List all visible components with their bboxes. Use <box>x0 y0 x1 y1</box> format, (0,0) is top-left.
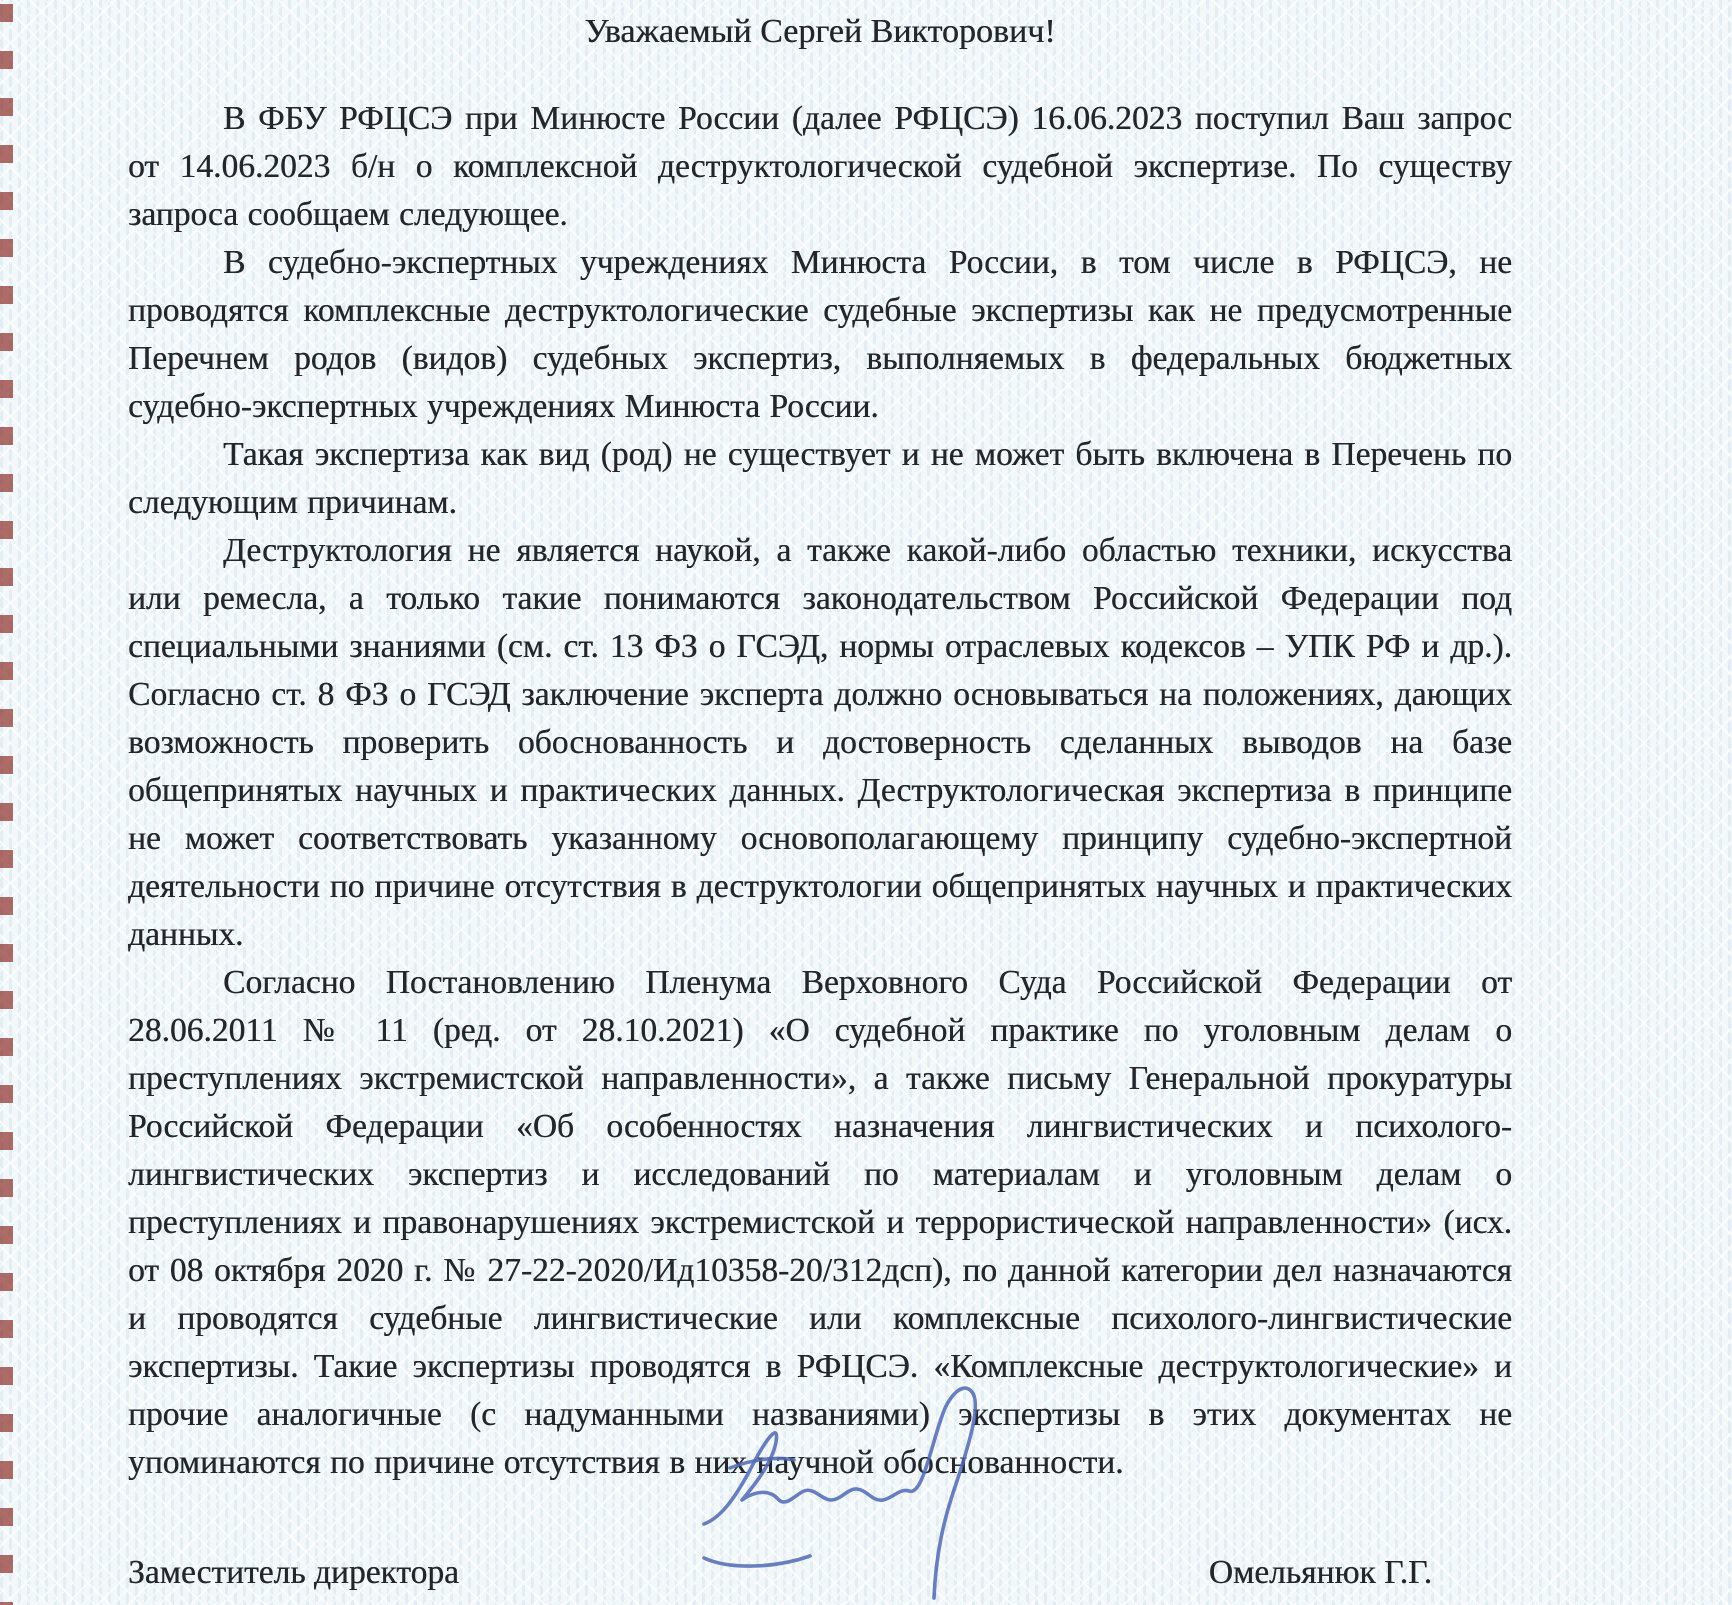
signature-block <box>128 1549 1512 1597</box>
letter-content <box>128 0 1512 1597</box>
letter-body <box>128 95 1512 1487</box>
scan-edge-marks <box>0 4 13 1605</box>
paragraph-intro: В ФБУ РФЦСЭ при Минюсте России (далее РФЦСЭ) 16.06.2023 поступил Ваш запрос от 14.06.2023 б/н о комплексной деструктологической судебной экспертизе. По существу запроса сообщаем следующее. <box>128 100 1512 233</box>
signer-name: Омельянюк Г.Г. <box>1208 1554 1432 1591</box>
salutation-line: Уважаемый Сергей Викторович! <box>584 13 1056 50</box>
paragraph-not-science: Деструктология не является наукой, а также какой-либо областью техники, искусства или ремесла, а только такие понимаются законодательством Российской Федерации под специальными знаниями (см. ст. 13 ФЗ о ГСЭД, нормы отраслевых кодексов – УПК РФ и др.). Согласно ст. 8 ФЗ о ГСЭД заключение эксперта должно основываться на положениях, дающих возможность проверить обоснованность и достоверность сделанных выводов на базе общепринятых научных и практических данных. Деструктологическая экспертиза в принципе не может соответствовать указанному основополагающему принципу судебно-экспертной деятельности по причине отсутствия в деструктологии общепринятых научных и практических данных. <box>128 532 1512 953</box>
paragraph-not-a-kind: Такая экспертиза как вид (род) не существует и не может быть включена в Перечень по следующим причинам. <box>128 436 1512 521</box>
paragraph-no-expertise: В судебно-экспертных учреждениях Минюста России, в том числе в РФЦСЭ, не проводятся комплексные деструктологические судебные экспертизы как не предусмотренные Перечнем родов (видов) судебных экспертиз, выполняемых в федеральных бюджетных судебно-экспертных учреждениях Минюста России. <box>128 244 1512 425</box>
signer-position-label: Заместитель директора <box>128 1554 459 1591</box>
paragraph-plenum: Согласно Постановлению Пленума Верховного Суда Российской Федерации от 28.06.2011 № 11 (ред. от 28.10.2021) «О судебной практике по уголовным делам о преступлениях экстремистской направленности», а также письму Генеральной прокуратуры Российской Федерации «Об особенностях назначения лингвистических и психолого-лингвистических экспертиз и исследований по материалам и уголовным делам о преступлениях и правонарушениях экстремистской и террористической направленности» (исх. от 08 октября 2020 г. № 27-22-2020/Ид10358-20/312дсп), по данной категории дел назначаются и проводятся судебные лингвистические или комплексные психолого-лингвистические экспертизы. Такие экспертизы проводятся в РФЦСЭ. «Комплексные деструктологические» и прочие аналогичные (с надуманными названиями) экспертизы в этих документах не упоминаются по причине отсутствия в них научной обоснованности. <box>128 964 1512 1481</box>
